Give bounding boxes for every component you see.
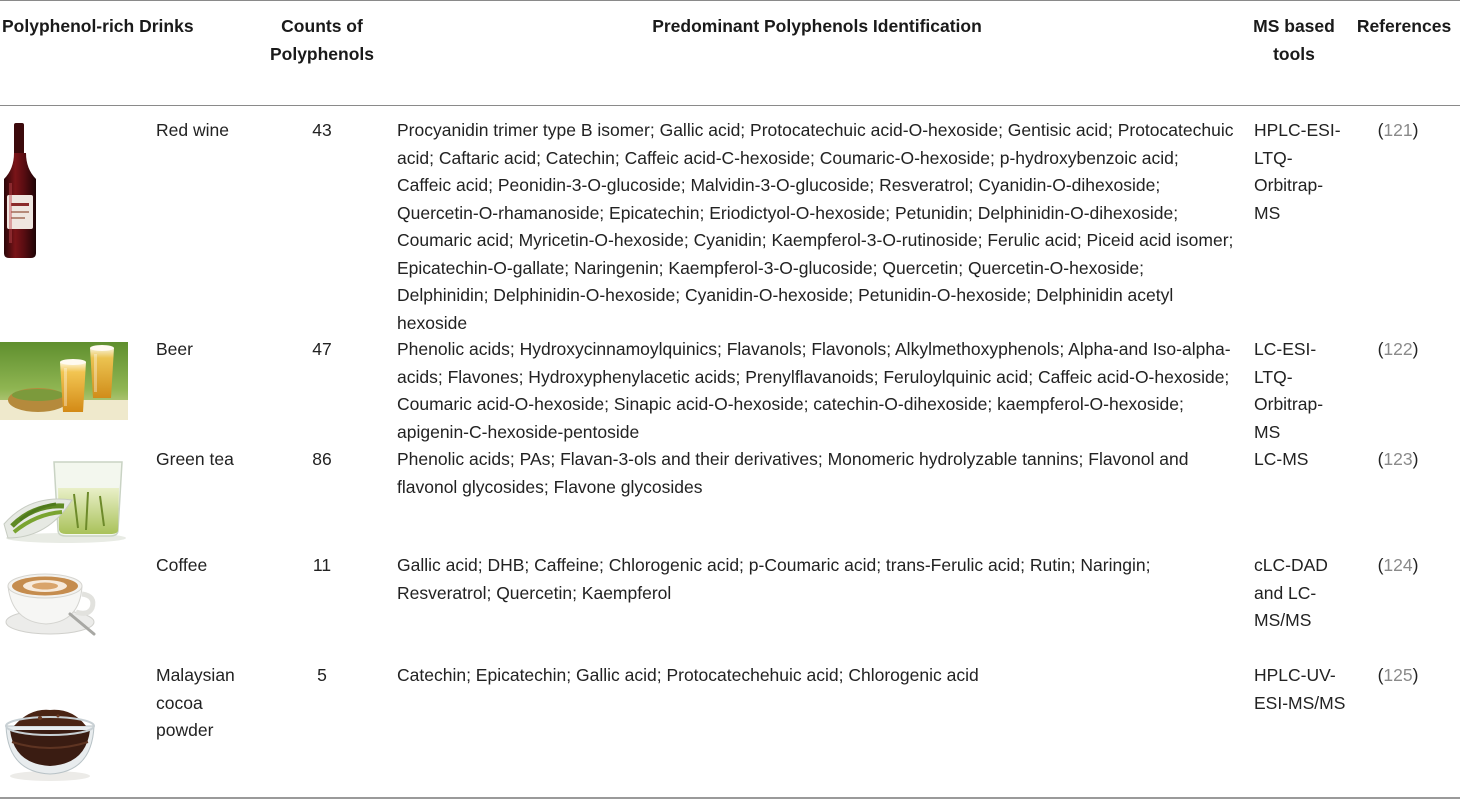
polyphenol-list: Catechin; Epicatechin; Gallic acid; Protocatechehuic acid; Chlorogenic acid (397, 665, 979, 685)
polyphenol-list: Procyanidin trimer type B isomer; Gallic acid; Protocatechuic acid-O-hexoside; Gentisic acid; Protocatechuic acid; Caftaric acid; Catechin; Caffeic acid-C-hexoside; Coumaric-O-hexoside; p-hydroxybenzoic acid; Caffeic acid; Peonidin-3-O-glucoside; Malvidin-3-O-glucoside; Resveratrol; Cyanidin-O-dihexoside; Quercetin-O-rhamanoside; Epicatechin; Eriodictyol-O-hexoside; Petunidin; Delphinidin-O-dihexoside; Coumaric acid; Myricetin-O-hexoside; Cyanidin; Kaempferol-3-O-rutinoside; Ferulic acid; Piceid acid isomer; Epicatechin-O-gallate; Naringenin; Kaempferol-3-O-glucoside; Quercetin; Quercetin-O-hexoside; Delphinidin; Delphinidin-O-hexoside; Cyanidin-O-hexoside; Petunidin-O-hexoside; Delphinidin acetyl hexoside (397, 120, 1234, 333)
ms-tool: LC-MS (1254, 449, 1309, 469)
drink-name: Green tea (156, 449, 234, 469)
reference (1348, 117, 1448, 145)
ms-tool: HPLC-ESI-LTQ-Orbitrap-MS (1254, 120, 1341, 223)
header-predominant: Predominant Polyphenols Identification (652, 16, 982, 36)
polyphenol-list: Phenolic acids; Hydroxycinnamoylquinics; Flavanols; Flavonols; Alkylmethoxyphenols; Alpha-and Iso-alpha-acids; Flavones; Hydroxyphenylacetic acids; Prenylflavanoids; Feruloylquinic acid; Caffeic acid-O-hexoside; Coumaric acid-O-hexoside; Sinapic acid-O-hexoside; catechin-O-dihexoside; kaempferol-O-hexoside; apigenin-C-hexoside-pentoside (397, 339, 1231, 442)
header-rule (0, 105, 1460, 106)
reference-close: ) (1412, 120, 1419, 140)
reference-link[interactable]: 121 (1383, 120, 1413, 140)
reference-open: ( (1377, 449, 1384, 469)
reference (1348, 446, 1448, 474)
reference-close: ) (1412, 339, 1419, 359)
polyphenol-count: 43 (312, 120, 332, 140)
reference-link[interactable]: 124 (1383, 555, 1413, 575)
red-wine-image (0, 123, 130, 259)
drink-name: Red wine (156, 120, 229, 140)
polyphenol-list: Phenolic acids; PAs; Flavan-3-ols and their derivatives; Monomeric hydrolyzable tannins; Flavonol and flavonol glycosides; Flavone glycosides (397, 449, 1189, 497)
polyphenol-count: 47 (312, 339, 332, 359)
header-drinks: Polyphenol-rich Drinks (2, 16, 194, 36)
green-tea-image (0, 458, 130, 544)
reference (1348, 662, 1448, 690)
ms-tool: HPLC-UV-ESI-MS/MS (1254, 665, 1346, 713)
ms-tool: LC-ESI-LTQ-Orbitrap-MS (1254, 339, 1324, 442)
drink-name: Malaysian cocoa powder (156, 665, 235, 740)
header-counts: Counts of Polyphenols (269, 16, 375, 64)
reference-link[interactable]: 123 (1383, 449, 1413, 469)
reference-link[interactable]: 122 (1383, 339, 1413, 359)
reference-open: ( (1377, 120, 1384, 140)
reference-open: ( (1377, 555, 1384, 575)
reference-close: ) (1412, 665, 1419, 685)
polyphenol-count: 5 (317, 665, 327, 685)
reference-open: ( (1377, 665, 1384, 685)
reference-close: ) (1412, 449, 1419, 469)
beer-image (0, 342, 130, 420)
polyphenol-count: 86 (312, 449, 332, 469)
table-top-rule (0, 0, 1460, 1)
drink-name: Beer (156, 339, 193, 359)
drink-name: Coffee (156, 555, 208, 575)
reference (1348, 336, 1448, 364)
cocoa-powder-image (0, 702, 130, 782)
coffee-image (0, 554, 130, 638)
reference (1348, 552, 1448, 580)
reference-open: ( (1377, 339, 1384, 359)
header-ms-tools: MS based tools (1253, 16, 1335, 64)
header-references: References (1356, 16, 1452, 36)
ms-tool: cLC-DAD and LC-MS/MS (1254, 555, 1328, 630)
reference-link[interactable]: 125 (1383, 665, 1413, 685)
polyphenol-count: 11 (312, 555, 332, 575)
reference-close: ) (1412, 555, 1419, 575)
polyphenol-list: Gallic acid; DHB; Caffeine; Chlorogenic acid; p-Coumaric acid; trans-Ferulic acid; Rutin; Naringin; Resveratrol; Quercetin; Kaempferol (397, 555, 1151, 603)
